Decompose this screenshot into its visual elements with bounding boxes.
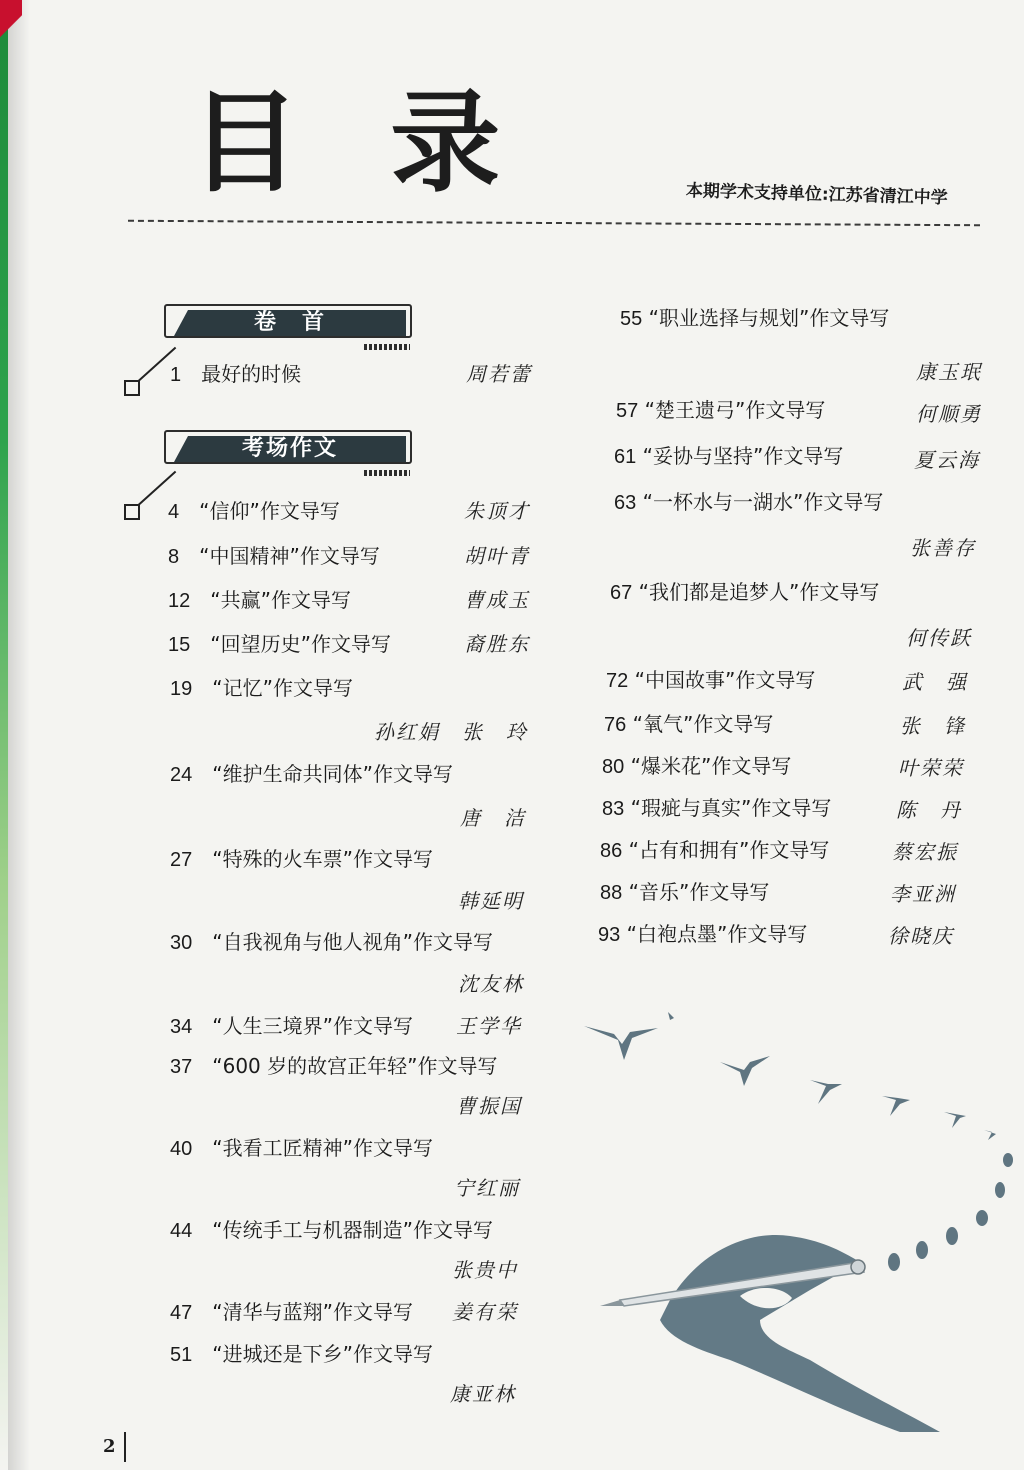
toc-author: 裔胜东 <box>464 632 530 656</box>
toc-page: 8 <box>168 546 180 568</box>
toc-author: 何顺勇 <box>916 402 982 426</box>
bird-icon <box>984 1130 996 1140</box>
bird-icon <box>882 1096 910 1116</box>
toc-title: “我看工匠精神”作文导写 <box>212 1136 433 1160</box>
toc-entry[interactable] <box>600 834 829 863</box>
bird-icon <box>944 1112 966 1128</box>
toc-page: 55 <box>620 308 643 330</box>
toc-author: 何传跃 <box>906 626 972 650</box>
connector-square <box>124 380 140 396</box>
toc-page: 83 <box>602 798 625 820</box>
toc-author: 宁红丽 <box>454 1176 520 1200</box>
toc-page: 24 <box>170 764 193 786</box>
toc-author: 胡叶青 <box>464 544 530 568</box>
toc-page: 44 <box>170 1220 193 1242</box>
toc-author: 陈 丹 <box>896 798 962 822</box>
toc-title: “占有和拥有”作文导写 <box>628 838 830 862</box>
toc-page: 12 <box>168 590 191 612</box>
toc-author: 李亚洲 <box>890 882 956 906</box>
toc-entry[interactable] <box>610 576 879 605</box>
toc-title: “楚王遗弓”作文导写 <box>644 398 826 422</box>
page-number: 2 <box>103 1436 116 1457</box>
toc-page: 80 <box>602 756 625 778</box>
toc-title: “清华与蓝翔”作文导写 <box>212 1300 413 1324</box>
toc-entry[interactable] <box>170 1132 433 1161</box>
ink-drop-icon <box>1003 1153 1013 1167</box>
toc-entry[interactable] <box>170 358 301 387</box>
toc-author: 张贵中 <box>452 1258 518 1282</box>
toc-page: 27 <box>170 849 193 871</box>
toc-page: 72 <box>606 670 629 692</box>
section-label: 考场作文 <box>241 436 338 461</box>
book-edge-red <box>0 0 22 70</box>
toc-entry[interactable] <box>170 1050 498 1079</box>
toc-entry[interactable] <box>604 708 773 737</box>
toc-entry[interactable] <box>620 302 889 331</box>
toc-author: 曹振国 <box>456 1094 522 1118</box>
toc-title: “信仰”作文导写 <box>199 499 340 523</box>
toc-page: 61 <box>614 446 637 468</box>
toc-entry[interactable] <box>168 540 380 569</box>
toc-entry[interactable] <box>606 664 815 693</box>
toc-page: 30 <box>170 932 193 954</box>
toc-title: “传统手工与机器制造”作文导写 <box>212 1218 493 1242</box>
toc-title: “一杯水与一湖水”作文导写 <box>642 490 884 514</box>
toc-author: 康亚林 <box>450 1382 516 1406</box>
toc-entry[interactable] <box>600 876 769 905</box>
toc-page: 86 <box>600 840 623 862</box>
toc-title: “进城还是下乡”作文导写 <box>212 1342 433 1366</box>
toc-page: 67 <box>610 582 633 604</box>
barcode-decoration <box>364 344 410 350</box>
toc-page: 40 <box>170 1138 193 1160</box>
toc-author: 唐 洁 <box>460 806 526 830</box>
toc-title: “自我视角与他人视角”作文导写 <box>212 930 493 954</box>
toc-title: “爆米花”作文导写 <box>630 754 792 778</box>
support-unit-text: 本期学术支持单位:江苏省清江中学 <box>685 181 948 209</box>
toc-author: 王学华 <box>456 1014 522 1038</box>
toc-title: “维护生命共同体”作文导写 <box>212 762 453 786</box>
toc-entry[interactable] <box>168 628 391 657</box>
toc-author: 张善存 <box>910 536 976 560</box>
connector-square <box>124 504 140 520</box>
toc-page: 63 <box>614 492 637 514</box>
page-title: 目 录 <box>190 79 527 207</box>
toc-page: 37 <box>170 1056 193 1078</box>
toc-author: 叶荣荣 <box>898 756 964 780</box>
toc-entry[interactable] <box>170 926 493 955</box>
bird-flock <box>584 1012 1013 1271</box>
toc-title: “记忆”作文导写 <box>212 676 353 700</box>
toc-entry[interactable] <box>602 750 791 779</box>
toc-title: “白袍点墨”作文导写 <box>626 922 808 946</box>
toc-page: 88 <box>600 882 623 904</box>
toc-entry[interactable] <box>168 584 351 613</box>
toc-author: 韩延明 <box>458 889 524 913</box>
toc-entry[interactable] <box>168 495 340 524</box>
toc-title: “音乐”作文导写 <box>628 880 770 904</box>
toc-page: 76 <box>604 714 627 736</box>
toc-author: 蔡宏振 <box>892 840 958 864</box>
toc-page: 47 <box>170 1302 193 1324</box>
bird-icon <box>720 1056 770 1086</box>
ink-drop-icon <box>976 1210 988 1226</box>
bird-icon <box>584 1026 658 1060</box>
toc-entry[interactable] <box>614 440 843 469</box>
toc-title: “特殊的火车票”作文导写 <box>212 847 433 871</box>
toc-page: 93 <box>598 924 621 946</box>
toc-title: “瑕疵与真实”作文导写 <box>630 796 832 820</box>
toc-title: “共赢”作文导写 <box>210 588 351 612</box>
page-number-divider <box>124 1432 126 1462</box>
toc-page: 19 <box>170 678 193 700</box>
toc-author: 夏云海 <box>914 448 980 472</box>
toc-title: “我们都是追梦人”作文导写 <box>638 580 880 604</box>
toc-title: 最好的时候 <box>201 362 302 386</box>
toc-page: 1 <box>170 364 182 386</box>
section-header-juanshou <box>164 304 412 350</box>
dotted-divider <box>128 220 980 226</box>
ink-drop-icon <box>916 1241 928 1259</box>
toc-author: 曹成玉 <box>464 588 530 612</box>
toc-title: “回望历史”作文导写 <box>210 632 391 656</box>
toc-title: “人生三境界”作文导写 <box>212 1014 413 1038</box>
toc-title: “职业选择与规划”作文导写 <box>648 306 890 330</box>
toc-entry[interactable] <box>170 1010 413 1039</box>
ink-drop-icon <box>946 1227 958 1245</box>
toc-entry[interactable] <box>170 1338 433 1367</box>
toc-title: “中国精神”作文导写 <box>199 544 380 568</box>
bird-icon <box>810 1080 842 1104</box>
toc-entry[interactable] <box>614 486 883 515</box>
toc-entry[interactable] <box>170 843 433 872</box>
toc-author: 沈友林 <box>458 972 524 996</box>
ink-drop-icon <box>888 1253 900 1271</box>
toc-author: 徐晓庆 <box>888 924 954 948</box>
toc-title: “中国故事”作文导写 <box>634 668 816 692</box>
toc-author: 孙红娟 张 玲 <box>374 720 528 744</box>
toc-author: 周若蕾 <box>466 362 532 386</box>
toc-page: 4 <box>168 501 180 523</box>
toc-entry[interactable] <box>170 1214 493 1243</box>
barcode-decoration <box>364 470 410 476</box>
toc-page: 15 <box>168 634 191 656</box>
toc-author: 武 强 <box>902 670 968 694</box>
toc-page: 57 <box>616 400 639 422</box>
toc-page: 34 <box>170 1016 193 1038</box>
toc-page: 51 <box>170 1344 193 1366</box>
toc-entry[interactable] <box>598 918 807 947</box>
toc-title: “600 岁的故宫正年轻”作文导写 <box>212 1054 498 1078</box>
toc-entry[interactable] <box>170 672 353 701</box>
toc-author: 康玉珉 <box>916 360 982 384</box>
toc-title: “妥协与坚持”作文导写 <box>642 444 844 468</box>
section-label: 卷 首 <box>253 310 326 335</box>
toc-author: 朱顶才 <box>464 499 530 523</box>
section-header-kaochang <box>164 430 412 476</box>
book-edge-green <box>0 0 8 1470</box>
toc-entry[interactable] <box>616 394 825 423</box>
toc-author: 张 锋 <box>900 714 966 738</box>
toc-title: “氧气”作文导写 <box>632 712 774 736</box>
bird-icon <box>668 1012 674 1020</box>
toc-entry[interactable] <box>170 1296 413 1325</box>
hand-pen-birds-illustration <box>560 1000 1024 1450</box>
toc-entry[interactable] <box>170 758 453 787</box>
toc-author: 姜有荣 <box>452 1300 518 1324</box>
toc-entry[interactable] <box>602 792 831 821</box>
ink-drop-icon <box>995 1182 1005 1198</box>
